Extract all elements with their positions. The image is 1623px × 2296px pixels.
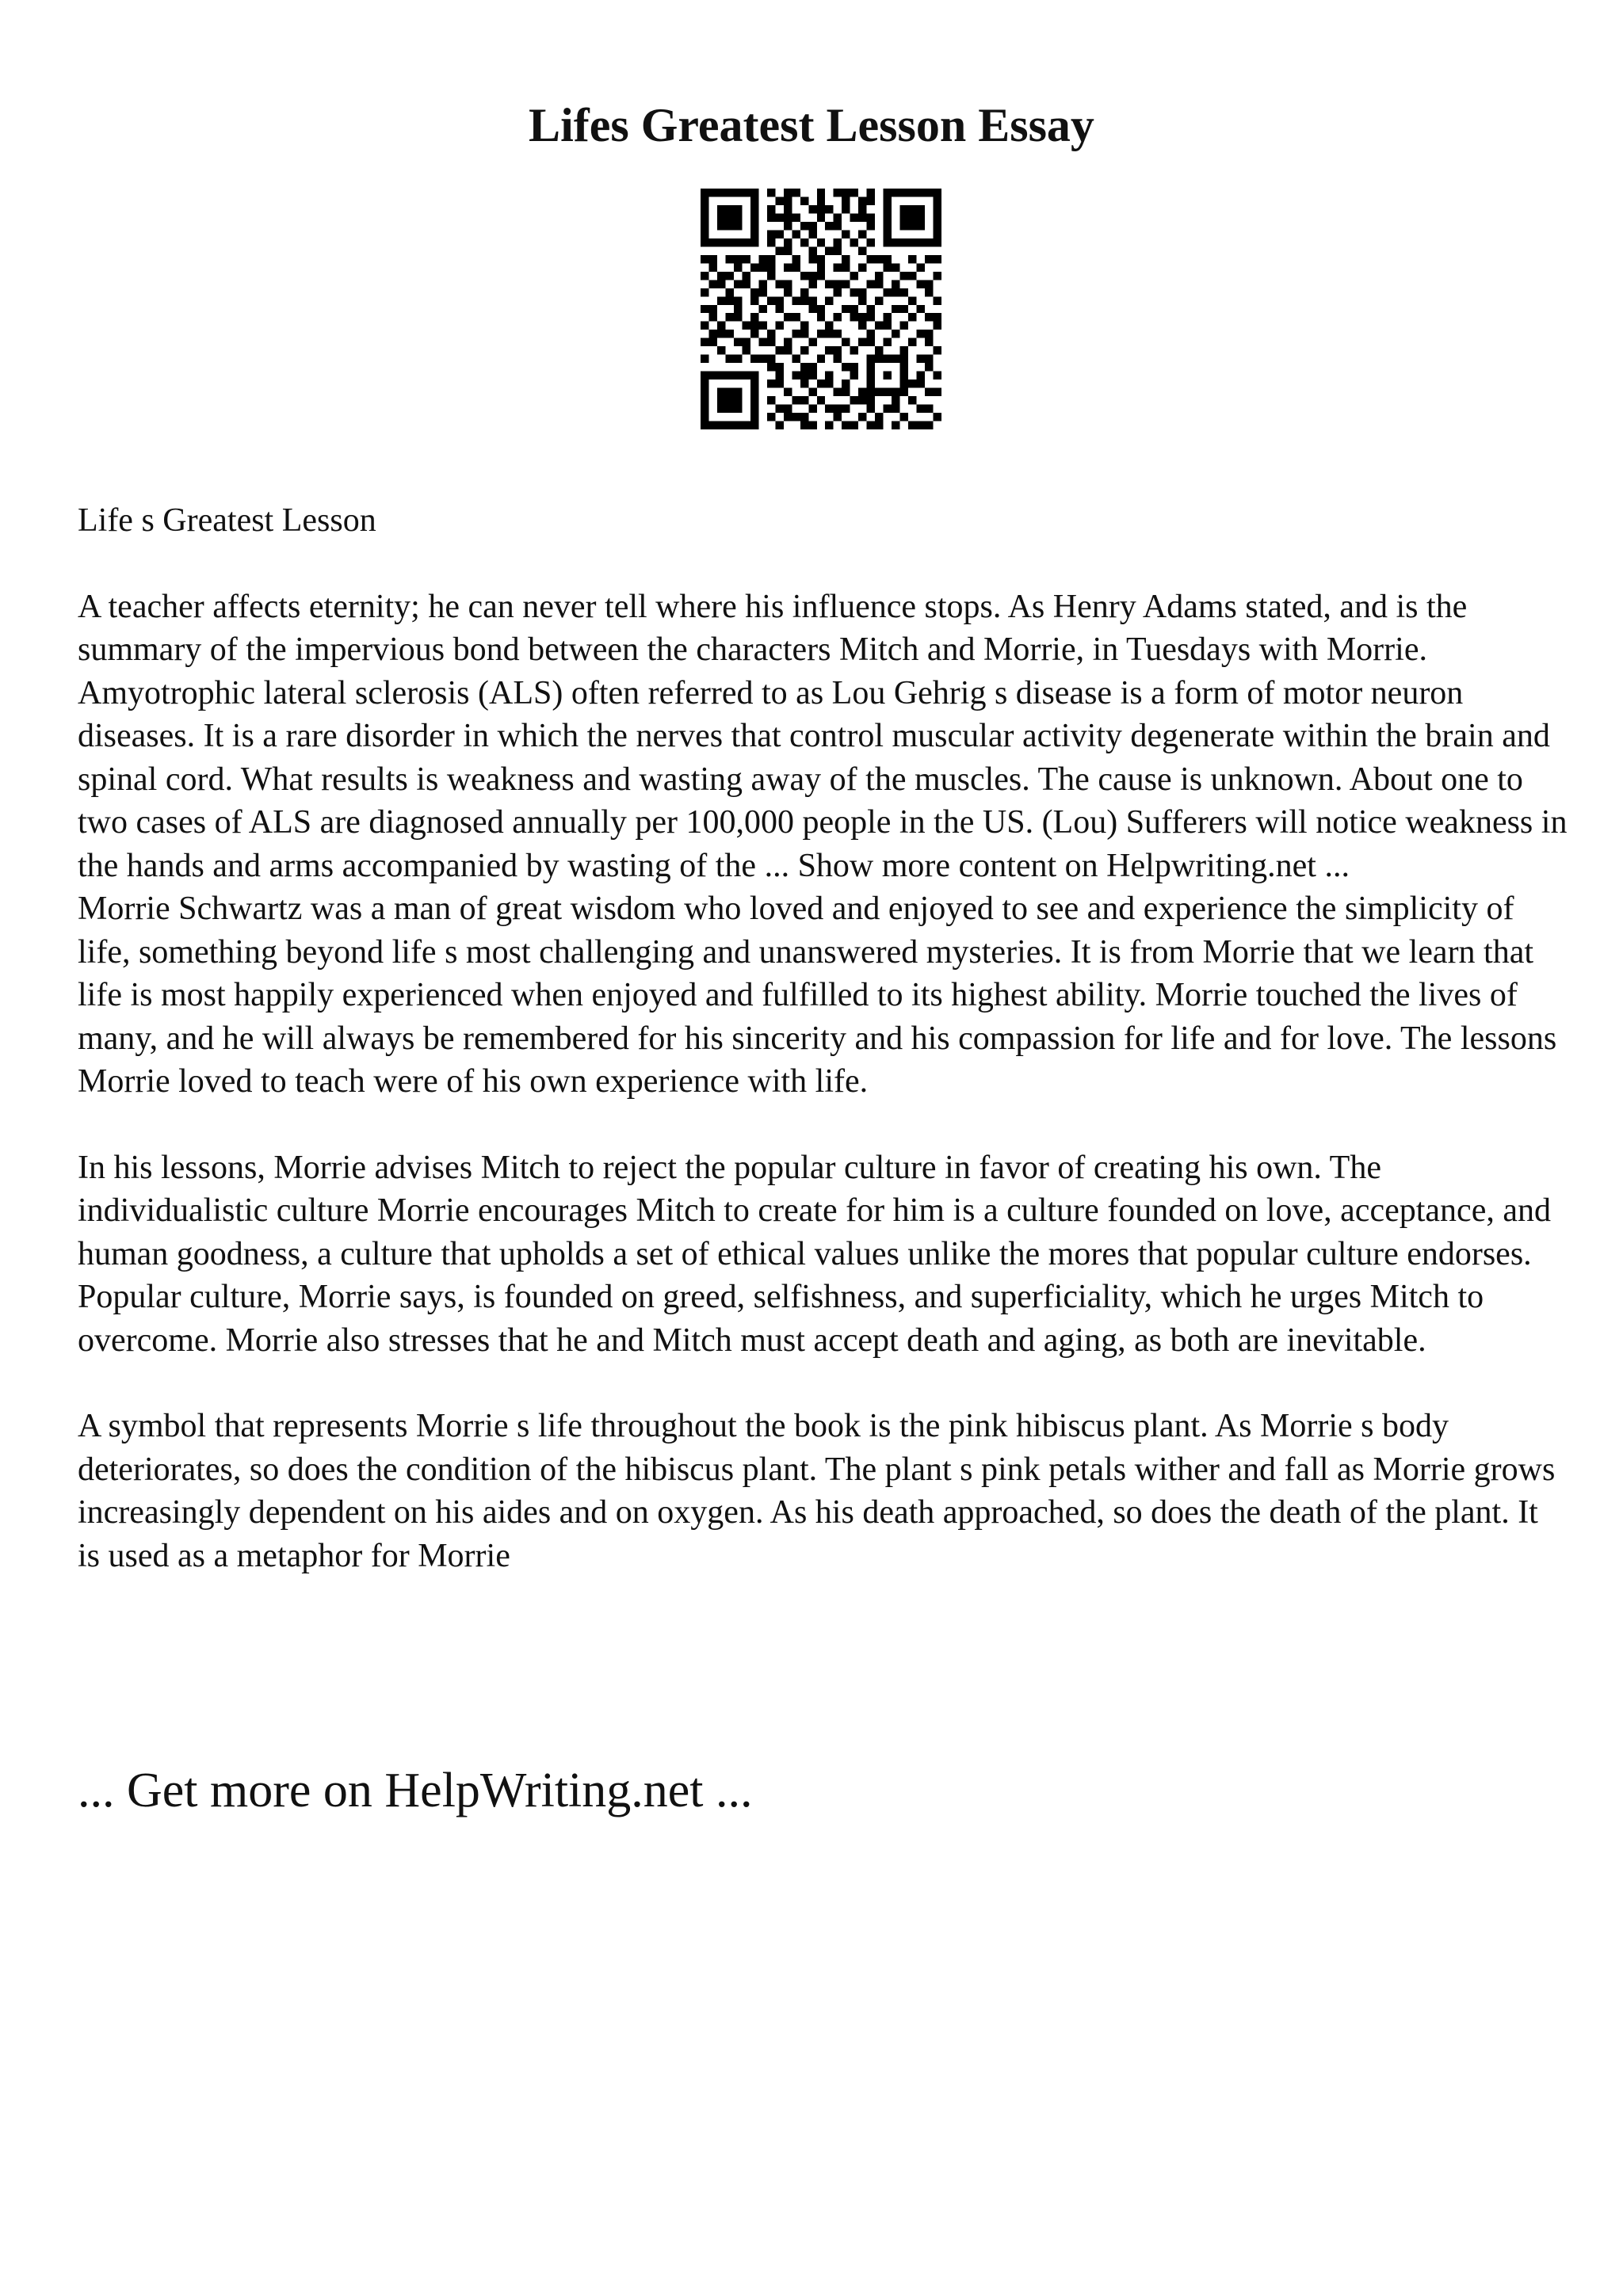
essay-paragraph: Morrie Schwartz was a man of great wisdom who loved and enjoyed to see and experience the simplicity of life, something beyond life s most challenging and unanswered mysteries. It is from Morrie that we learn that life is most happily experienced when enjoyed and fulfilled to its highest ability. Morrie touched the lives of many, and he will always be remembered for his sincerity and his compassion for life and for love. The lessons Morrie loved to teach were of his own experience with life. — [78, 891, 1557, 1100]
get-more-link[interactable]: ... Get more on HelpWriting.net ... — [78, 1764, 753, 1817]
essay-paragraph: A symbol that represents Morrie s life throughout the book is the pink hibiscus plant. As Morrie s body deteriorates, so does the condition of the hibiscus plant. The plant s pink petals wither and fall as Morrie grows increasingly dependent on his aides and on oxygen. As his death approached, so does the death of the plant. It is used as a metaphor for Morrie — [78, 1408, 1556, 1574]
essay-paragraph: In his lessons, Morrie advises Mitch to reject the popular culture in favor of creating his own. The individualistic culture Morrie encourages Mitch to create for him is a culture founded on love, acceptance, and human goodness, a culture that upholds a set of ethical values unlike the mores that popular culture endorses. Popular culture, Morrie says, is founded on greed, selfishness, and superficiality, which he urges Mitch to overcome. Morrie also stresses that he and Mitch must accept death and aging, as both are inevitable. — [78, 1149, 1551, 1359]
page-title: Lifes Greatest Lesson Essay — [529, 99, 1094, 151]
essay-paragraph: A teacher affects eternity; he can never tell where his influence stops. As Henry Adams stated, and is the summary of the impervious bond between the characters Mitch and Morrie, in Tuesdays with Morrie. Amyotrophic lateral sclerosis (ALS) often referred to as Lou Gehrig s disease is a form of motor neuron diseases. It is a rare disorder in which the nerves that control muscular activity degenerate within the brain and spinal cord. What results is weakness and wasting away of the muscles. The cause is unknown. About one to two cases of ALS are diagnosed annually per 100,000 people in the US. (Lou) Sufferers will notice weakness in the hands and arms accompanied by wasting of the ... Show more content on Helpwriting.net ... — [78, 588, 1568, 884]
essay-body — [78, 499, 1568, 1577]
qr-code-icon — [701, 189, 941, 429]
essay-subtitle: Life s Greatest Lesson — [78, 502, 376, 539]
